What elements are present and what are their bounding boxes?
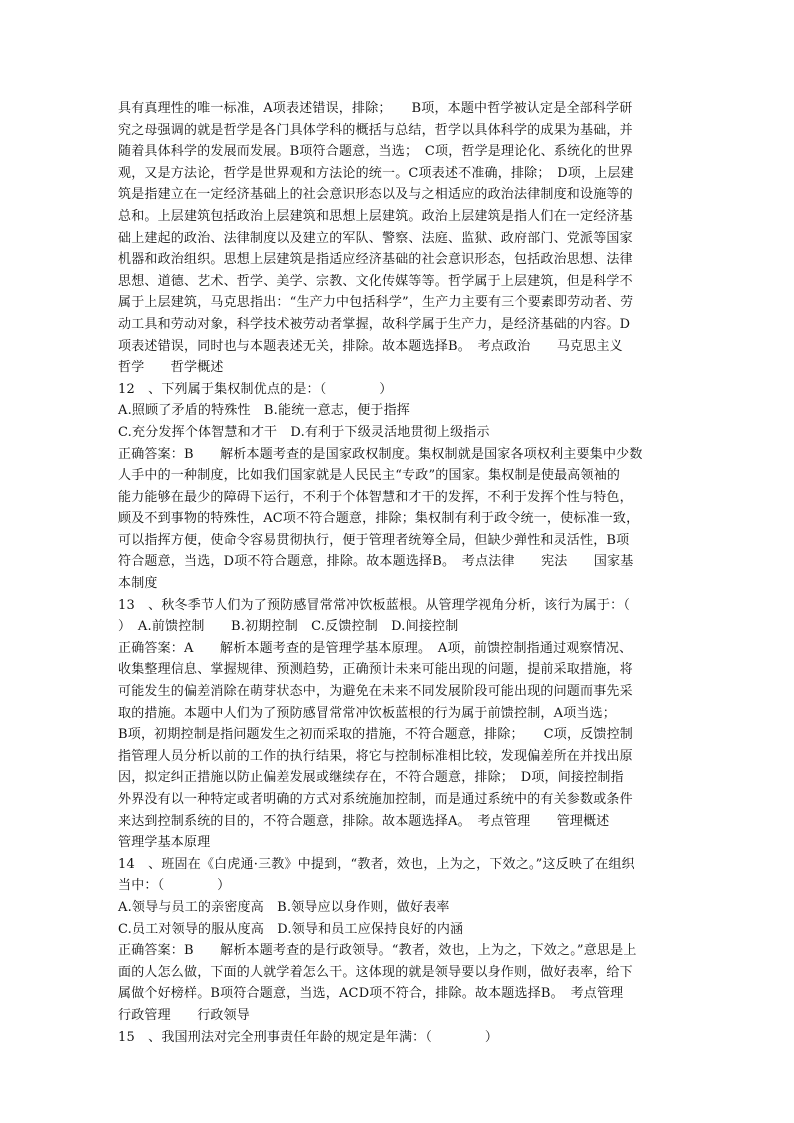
text-line: 哲学 哲学概述 (118, 360, 224, 376)
text-line: 可能发生的偏差消除在萌芽状态中，为避免在未来不同发展阶段可能出现的问题而事先采 (118, 684, 633, 700)
text-line: 观，又是方法论，哲学是世界观和方法论的统一。C项表述不准确，排除； D项，上层建 (118, 165, 634, 181)
text-line: 人手中的一种制度，比如我们国家就是人民民主“专政”的国家。集权制是使最高领袖的 (118, 468, 621, 484)
text-line: 正确答案：B 解析本题考查的是国家政权制度。集权制就是国家各项权利主要集中少数 (118, 446, 643, 462)
text-line: 来达到控制系统的目的，不符合题意，排除。故本题选择A。 考点管理 管理概述 (118, 813, 610, 829)
text-line: 外界没有以一种特定或者明确的方式对系统施加控制，而是通过系统中的有关参数或条件 (118, 792, 633, 807)
text-line: 础上建起的政治、法律制度以及建立的军队、警察、法庭、监狱、政府部门、党派等国家 (118, 230, 633, 246)
text-line: 行政管理 行政领导 (118, 1007, 251, 1023)
text-line: 动工具和劳动对象，科学技术被劳动者掌握，故科学属于生产力，是经济基础的内容。D (118, 316, 631, 332)
text-line: 能力能够在最少的障碍下运行，不利于个体智慧和才干的发挥，不利于发挥个性与特色， (118, 489, 633, 505)
text-line: 机器和政治组织。思想上层建筑是指适应经济基础的社会意识形态，包括政治思想、法律 (118, 252, 633, 268)
text-line: 符合题意，当选，D项不符合题意，排除。故本题选择B。 考点法律 宪法 国家基 (118, 554, 634, 570)
text-line: 取的措施。本题中人们为了预防感冒常常冲饮板蓝根的行为属于前馈控制，A项当选； (118, 705, 616, 721)
text-line: C.员工对领导的服从度高 D.领导和员工应保持良好的内涵 (118, 921, 464, 937)
text-line: 可以指挥方便，使命令容易贯彻执行，便于管理者统筹全局，但缺少弹性和灵活性，B项 (118, 532, 630, 548)
document-body (118, 98, 678, 1048)
text-line: 13 、秋冬季节人们为了预防感冒常常冲饮板蓝根。从管理学视角分析，该行为属于：（ (118, 597, 631, 613)
text-line: A.领导与员工的亲密度高 B.领导应以身作则，做好表率 (118, 899, 450, 915)
text-line: 12 、下列属于集权制优点的是：（ ） (118, 381, 393, 397)
text-line: 思想、道德、艺术、哲学、美学、宗教、文化传媒等等。哲学属于上层建筑，但是科学不 (118, 273, 633, 289)
text-line: 总和。上层建筑包括政治上层建筑和思想上层建筑。政治上层建筑是指人们在一定经济基 (118, 208, 633, 224)
text-line: 顾及不到事物的特殊性，AC项不符合题意，排除；集权制有利于政令统一，使标准一致， (118, 511, 640, 527)
text-line: 属于上层建筑，马克思指出：“生产力中包括科学”，生产力主要有三个要素即劳动者、劳 (118, 295, 634, 311)
text-line: 15 、我国刑法对完全刑事责任年龄的规定是年满：（ ） (118, 1029, 499, 1045)
text-line: 管理学基本原理 (118, 835, 211, 851)
text-line: 本制度 (118, 576, 158, 592)
text-line: 属做个好榜样。B项符合题意，当选，ACD项不符合，排除。故本题选择B。 考点管理 (118, 986, 624, 1002)
text-line: 14 、班固在《白虎通·三教》中提到，“教者，效也，上为之，下效之。”这反映了在组织 (118, 856, 635, 872)
text-line: B项，初期控制是指问题发生之初而采取的措施，不符合题意，排除； C项，反馈控制 (118, 727, 634, 743)
text-line: 收集整理信息、掌握规律、预测趋势，正确预计未来可能出现的问题，提前采取措施，将 (118, 662, 633, 678)
text-line: 具有真理性的唯一标准，A项表述错误，排除； B项，本题中哲学被认定是全部科学研 (118, 101, 633, 116)
text-line: 因，拟定纠正措施以防止偏差发展或继续存在，不符合题意，排除； D项，间接控制指 (118, 770, 624, 786)
text-line: 正确答案：B 解析本题考查的是行政领导。“教者，效也，上为之，下效之。”意思是上 (118, 943, 637, 959)
text-line: 随着具体科学的发展而发展。B项符合题意，当选； C项，哲学是理论化、系统化的世界 (118, 144, 634, 160)
text-line: 筑是指建立在一定经济基础上的社会意识形态以及与之相适应的政治法律制度和设施等的 (118, 187, 633, 203)
text-line: 当中：（ ） (118, 878, 231, 894)
text-line: 面的人怎么做，下面的人就学着怎么干。这体现的就是领导要以身作则，做好表率，给下 (118, 964, 633, 980)
text-line: C.充分发挥个体智慧和才干 D.有利于下级灵活地贯彻上级指示 (118, 424, 490, 440)
text-line: A.照顾了矛盾的特殊性 B.能统一意志，便于指挥 (118, 403, 411, 419)
text-line: 项表述错误，同时也与本题表述无关，排除。故本题选择B。 考点政治 马克思主义 (118, 338, 623, 354)
text-line: 正确答案：A 解析本题考查的是管理学基本原理。 A项，前馈控制指通过观察情况、 (118, 640, 633, 656)
text-line: 究之母强调的就是哲学是各门具体学科的概括与总结，哲学以具体科学的成果为基础，并 (118, 122, 633, 138)
text-line: 指管理人员分析以前的工作的执行结果，将它与控制标准相比较，发现偏差所在并找出原 (118, 748, 633, 764)
text-line: ） A.前馈控制 B.初期控制 C.反馈控制 D.间接控制 (118, 619, 459, 635)
